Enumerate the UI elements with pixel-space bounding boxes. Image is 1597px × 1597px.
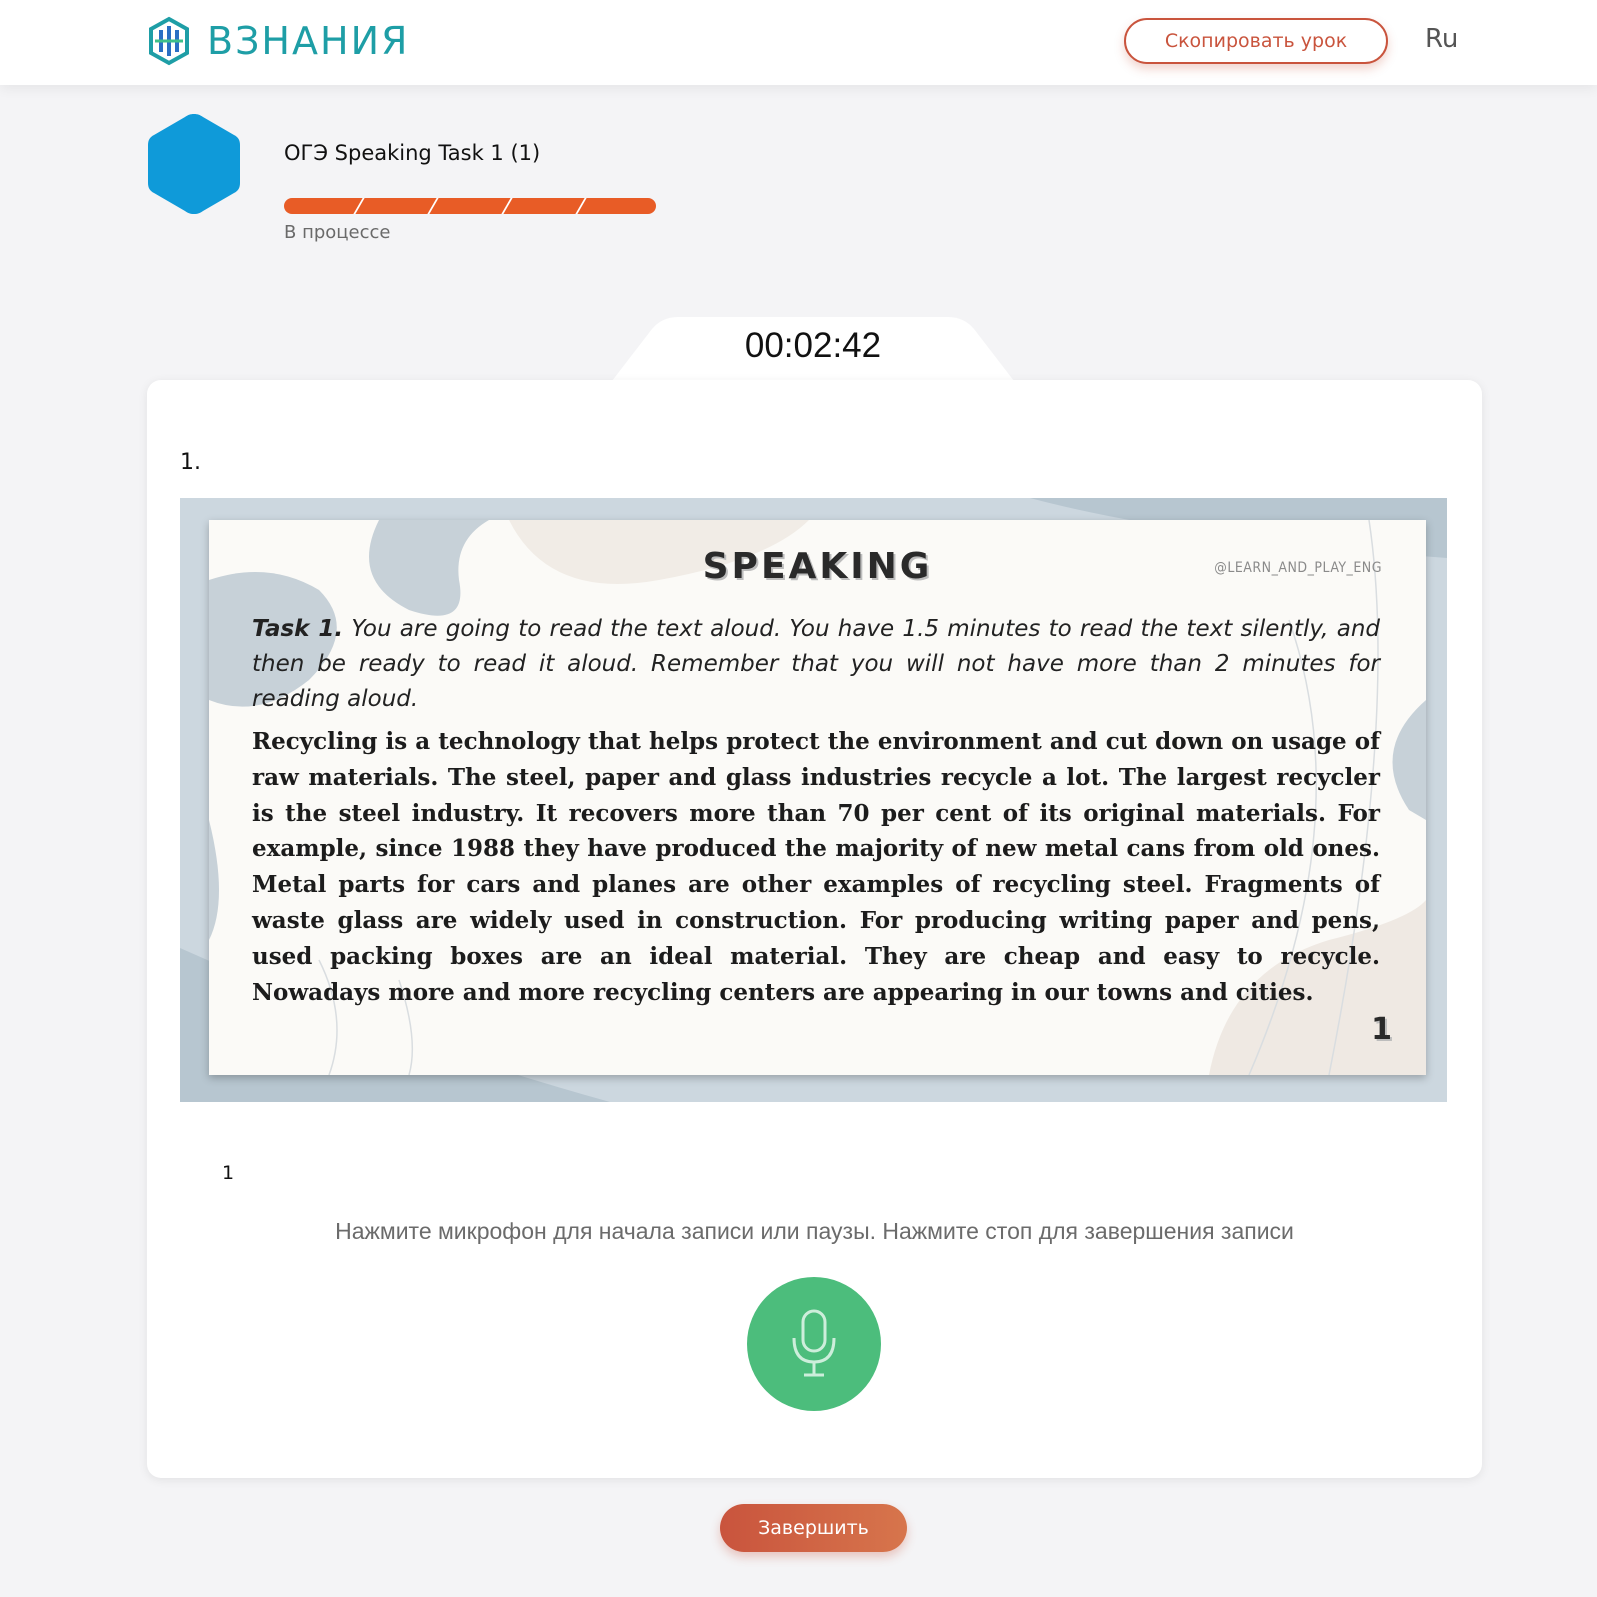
slide-title: SPEAKING: [702, 546, 933, 587]
progress-fill: [284, 198, 656, 214]
progress-bar: [284, 198, 656, 214]
copy-lesson-button[interactable]: Скопировать урок: [1124, 18, 1388, 64]
microphone-icon: [787, 1308, 841, 1380]
slide-page: [209, 520, 1426, 1075]
reading-text: Recycling is a technology that helps protect the environment and cut down on usage of raw materials. The steel, paper and glass industries recycle a lot. The largest recycler is the steel industry. It recovers more than 70 per cent of its original materials. For example, since 1988 they have produced the majority of new metal cans from old ones. Metal parts for cars and planes are other examples of recycling steel. Fragments of waste glass are widely used in construction. For producing writing paper and pens, used packing boxes are an ideal material. They are cheap and easy to recycle. Nowadays more and more recycling centers are appearing in our towns and cities.: [252, 728, 1380, 1006]
top-bar: [0, 0, 1597, 85]
task-label: Task 1.: [252, 616, 344, 642]
task-slide-image: [180, 498, 1447, 1102]
lesson-title: ОГЭ Speaking Task 1 (1): [284, 141, 541, 165]
logo-icon: [145, 16, 193, 66]
lesson-hexagon-icon: [146, 112, 242, 216]
slide-page-number: 1: [1371, 1012, 1392, 1047]
task-instruction-text: You are going to read the text aloud. You have 1.5 minutes to read the text silently, and then be ready to read it aloud. Remember that you will not have more than 2 minutes for reading aloud.: [252, 616, 1381, 712]
slide-author-handle: @LEARN_AND_PLAY_ENG: [1214, 560, 1382, 576]
timer: 00:02:42: [744, 326, 882, 365]
recorder-hint: Нажмите микрофон для начала записи или паузы. Нажмите стоп для завершения записи: [335, 1218, 1294, 1244]
language-switcher[interactable]: Ru: [1425, 24, 1459, 54]
record-button[interactable]: [747, 1277, 881, 1411]
question-number: 1.: [180, 450, 201, 475]
finish-button[interactable]: Завершить: [720, 1504, 907, 1552]
answer-number: 1: [222, 1162, 235, 1184]
logo-text: ВЗНАНИЯ: [207, 19, 410, 63]
question-card: [147, 380, 1482, 1478]
task-instruction: [252, 612, 1380, 717]
lesson-status: В процессе: [284, 222, 391, 243]
logo[interactable]: [145, 16, 409, 66]
